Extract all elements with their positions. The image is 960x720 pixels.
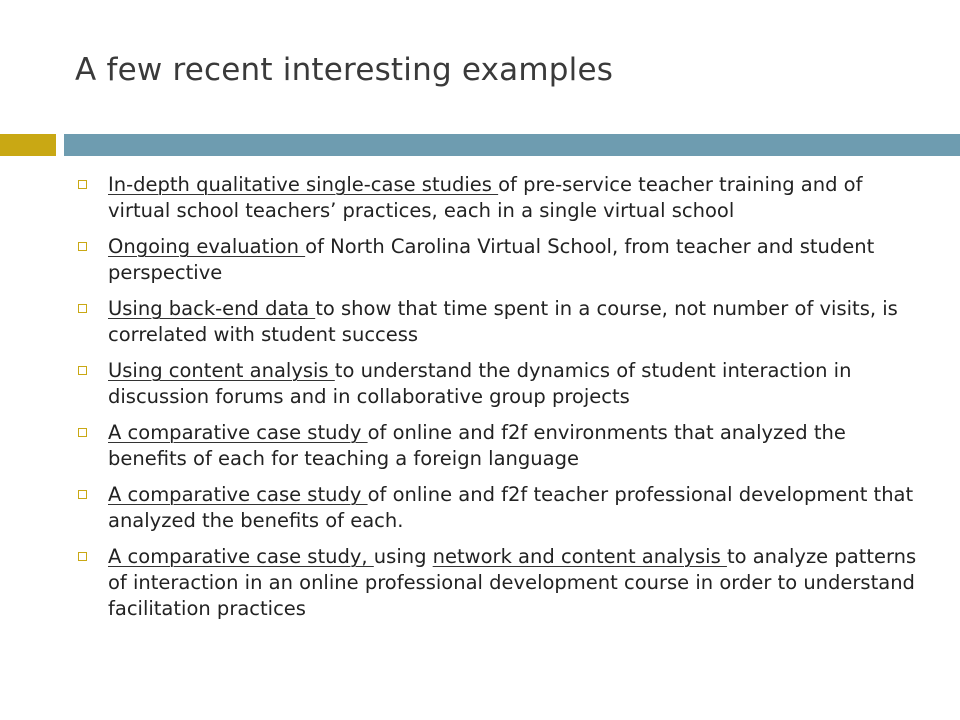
bullet-item: [75, 172, 920, 224]
hollow-square-icon: [78, 428, 87, 437]
bullet-underlined-text: A comparative case study,: [108, 545, 374, 568]
hollow-square-icon: [78, 552, 87, 561]
hollow-square-icon: [78, 242, 87, 251]
bullet-text: to understand the dynamics of student interaction in discussion forums and in collaborative group projects: [108, 359, 852, 408]
hollow-square-icon: [78, 366, 87, 375]
slide-title: A few recent interesting examples: [75, 52, 614, 88]
hollow-square-icon: [78, 180, 87, 189]
bullet-text: to analyze patterns of interaction in an online professional development course in order to understand facilitation practices: [108, 545, 917, 620]
hollow-square-icon: [78, 490, 87, 499]
bullet-underlined-text: A comparative case study: [108, 483, 368, 506]
bullet-item: [75, 296, 920, 348]
bullet-text: of online and f2f teacher professional development that analyzed the benefits of each.: [108, 483, 914, 532]
bullet-list: [75, 172, 920, 632]
bullet-underlined-text: Ongoing evaluation: [108, 235, 306, 258]
bullet-text: to show that time spent in a course, not number of visits, is correlated with student success: [108, 297, 898, 346]
accent-bar-blue: [64, 134, 960, 156]
bullet-underlined-text: Using content analysis: [108, 359, 335, 382]
bullet-item: [75, 544, 920, 622]
bullet-text: of pre-service teacher training and of virtual school teachers’ practices, each in a single virtual school: [108, 173, 863, 222]
bullet-text: of North Carolina Virtual School, from teacher and student perspective: [108, 235, 875, 284]
bullet-underlined-text: A comparative case study: [108, 421, 368, 444]
bullet-text: of online and f2f environments that analyzed the benefits of each for teaching a foreign language: [108, 421, 846, 470]
bullet-item: [75, 234, 920, 286]
bullet-underlined-text: In-depth qualitative single-case studies: [108, 173, 499, 196]
bullet-underlined-text: Using back-end data: [108, 297, 316, 320]
accent-bar-gold: [0, 134, 56, 156]
hollow-square-icon: [78, 304, 87, 313]
bullet-item: [75, 482, 920, 534]
bullet-underlined-text: network and content analysis: [432, 545, 727, 568]
bullet-item: [75, 358, 920, 410]
bullet-text: using: [373, 545, 433, 568]
bullet-item: [75, 420, 920, 472]
